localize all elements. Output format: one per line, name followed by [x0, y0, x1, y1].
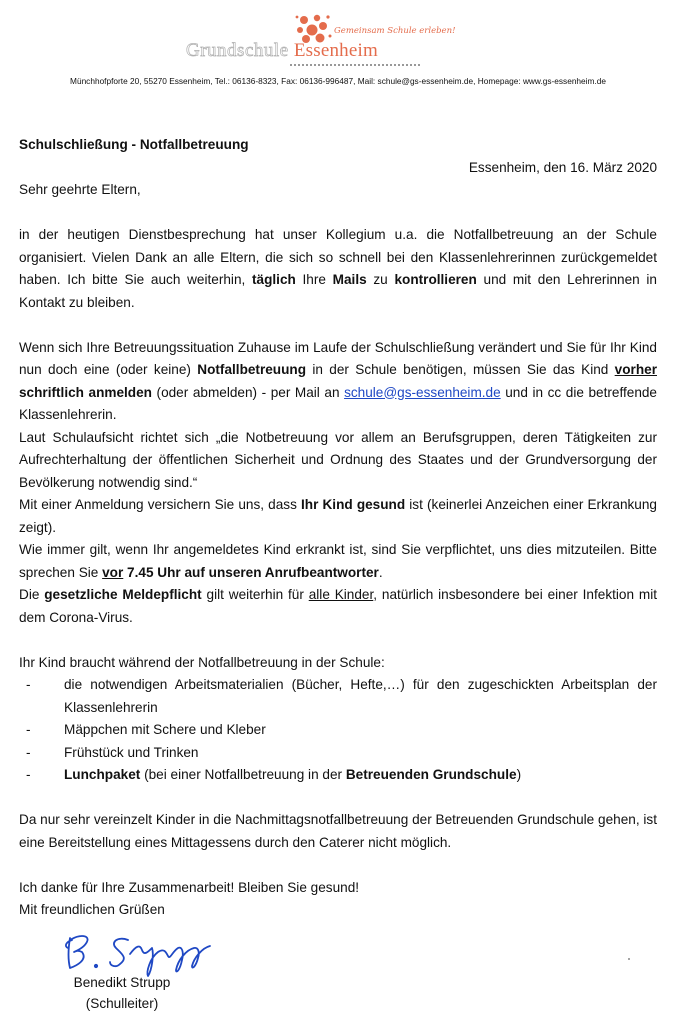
p1-bold-taeglich: täglich: [252, 272, 296, 287]
p1-text: Ihre: [295, 272, 333, 287]
paragraph-6: [19, 584, 657, 629]
p1-text: und mit den Lehrerinnen in Kontakt zu bleiben.: [19, 272, 657, 310]
p5-bold-underline-vor: vor: [102, 564, 124, 580]
list-item: [19, 764, 657, 787]
p6-text: Die: [19, 587, 45, 602]
thanks-line: Ich danke für Ihre Zusammenarbeit! Bleiben Sie gesund!: [19, 879, 360, 895]
letterhead: [0, 0, 676, 95]
p2-text: (oder abmelden) - per Mail an: [151, 384, 345, 400]
list-intro: Ihr Kind braucht während der Notfallbetreuung in der Schule:: [19, 654, 385, 670]
list-dash: -: [26, 722, 31, 737]
school-name: [186, 40, 378, 62]
p2-bold-anmelden: schriftlich anmelden: [19, 384, 152, 400]
p6-underline-alle-kinder: alle Kinder: [308, 587, 374, 602]
signer-name: Benedikt Strupp: [73, 975, 171, 990]
school-email-link[interactable]: schule@gs-essenheim.de: [344, 384, 501, 400]
salutation: Sehr geehrte Eltern,: [19, 182, 141, 197]
paragraph-2: [19, 337, 657, 427]
p4-bold-kind-gesund: Ihr Kind gesund: [301, 497, 406, 512]
p1-bold-kontrollieren: kontrollieren: [394, 272, 477, 287]
paragraph-7: Da nur sehr vereinzelt Kinder in die Nachmittagsnotfallbetreuung der Betreuenden Grundschule gehen, ist eine Bereitstellung eines Mittagessens durch den Caterer nicht möglich.: [19, 812, 657, 850]
scan-speck: [628, 958, 630, 960]
paragraph-4: [19, 494, 657, 539]
address-line: Münchhofpforte 20, 55270 Essenheim, Tel.: 06136-8323, Fax: 06136-996487, Mail: schule@gs-essenheim.de, Homepage: www.gs-essenheim.de: [70, 76, 606, 86]
signer-role: (Schulleiter): [85, 996, 159, 1011]
signer-block: [58, 972, 186, 1014]
list-item: [19, 742, 657, 765]
list-dash: -: [26, 677, 31, 692]
letter-subject: Schulschließung - Notfallbetreuung: [19, 137, 249, 152]
item4-text: (bei einer Notfallbetreuung in der: [140, 767, 346, 782]
p1-text: zu: [366, 272, 395, 287]
p2-text: und in cc die betreffende Klassenlehrerin.: [19, 384, 657, 422]
p4-text: Mit einer Anmeldung versichern Sie uns, dass: [19, 497, 301, 512]
item4-bold-grundschule: Betreuenden Grundschule: [345, 767, 517, 782]
p4-text: ist (keinerlei Anzeichen einer Erkrankung zeigt).: [19, 497, 657, 535]
list-item-text: [64, 764, 657, 787]
p1-text: in der heutigen Dienstbesprechung hat unser Kollegium u.a. die Notfallbetreuung an der Schule organisiert. Vielen Dank an alle Eltern, die sich so schnell bei den Klassenlehrerinnen zurückgemeldet haben. Ich bitte Sie auch weiterhin,: [19, 227, 657, 287]
supplies-list: [19, 674, 657, 787]
p1-bold-mails: Mails: [332, 272, 367, 287]
list-item: [19, 719, 657, 742]
handwritten-signature: [58, 930, 238, 978]
school-name-part2: Essenheim: [293, 40, 378, 61]
p5-bold-uhrzeit: 7.45 Uhr auf unseren Anrufbeantworter: [123, 564, 379, 580]
closing-line: Mit freundlichen Grüßen: [19, 902, 165, 917]
header-divider: [290, 64, 420, 66]
p6-bold-meldepflicht: gesetzliche Meldepflicht: [44, 587, 202, 602]
list-item-text: Frühstück und Trinken: [64, 744, 199, 760]
letter-body: [19, 134, 657, 922]
paragraph-3: Laut Schulaufsicht richtet sich „die Notbetreuung vor allem an Berufsgruppen, deren Tätigkeiten zur Aufrechterhaltung der öffentlichen Sicherheit und Ordnung des Staates und der Grundversorgung der Bevölkerung notwendig sind.“: [19, 429, 657, 490]
list-item-text: Mäppchen mit Schere und Kleber: [64, 722, 266, 737]
paragraph-1: [19, 224, 657, 314]
p2-text: in der Schule benötigen, müssen Sie das Kind: [306, 362, 615, 377]
item4-bold-lunchpaket: Lunchpaket: [64, 767, 141, 782]
p5-text: .: [378, 564, 383, 580]
list-item: [19, 674, 657, 719]
letter-date: Essenheim, den 16. März 2020: [468, 159, 657, 175]
list-dash: -: [26, 767, 31, 782]
p2-bold-underline-vorher: vorher: [614, 362, 657, 377]
school-tagline: Gemeinsam Schule erleben!: [334, 26, 456, 36]
list-item-text: die notwendigen Arbeitsmaterialien (Bücher, Hefte,…) für den zugeschickten Arbeitsplan der Klassenlehrerin: [64, 677, 657, 715]
list-dash: -: [26, 744, 31, 760]
school-name-part1: Grundschule: [186, 40, 294, 61]
paragraph-5: [19, 539, 657, 584]
p6-text: , natürlich insbesondere bei einer Infektion mit dem Corona-Virus.: [19, 587, 658, 625]
p2-text: Wenn sich Ihre Betreuungssituation Zuhause im Laufe der Schulschließung verändert und Sie für Ihr Kind nun doch eine (oder keine): [19, 339, 657, 377]
p6-text: gilt weiterhin für: [201, 587, 309, 602]
p5-text: Wie immer gilt, wenn Ihr angemeldetes Kind erkrankt ist, sind Sie verpflichtet, uns dies mitzuteilen. Bitte sprechen Sie: [19, 542, 657, 580]
item4-text: ): [516, 767, 522, 782]
p2-bold-notfallbetreuung: Notfallbetreuung: [197, 362, 307, 377]
